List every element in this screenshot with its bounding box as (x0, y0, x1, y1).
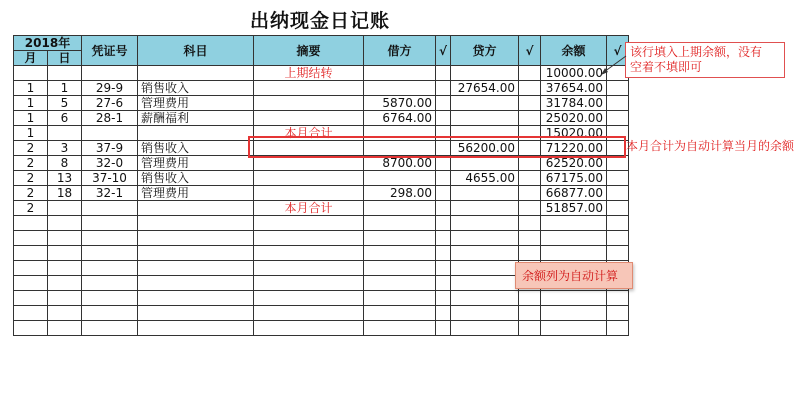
note-previous-balance (625, 42, 785, 78)
debit-cell[interactable] (364, 216, 436, 231)
voucher-cell[interactable] (82, 306, 138, 321)
debit-cell[interactable] (364, 66, 436, 81)
check-cell-1[interactable] (436, 216, 451, 231)
check-cell-3[interactable] (607, 81, 629, 96)
check-cell-1[interactable] (436, 81, 451, 96)
voucher-cell[interactable]: 37-10 (82, 171, 138, 186)
month-cell[interactable]: 1 (14, 81, 48, 96)
check-cell-1[interactable] (436, 111, 451, 126)
check-cell-2[interactable] (519, 231, 541, 246)
table-row (14, 201, 629, 216)
check-cell-1[interactable] (436, 96, 451, 111)
year-header: 2018年 (14, 36, 82, 51)
month-cell[interactable] (14, 291, 48, 306)
table-row (14, 96, 629, 111)
balance-cell[interactable]: 51857.00 (541, 201, 607, 216)
month-cell[interactable]: 2 (14, 171, 48, 186)
voucher-cell[interactable] (82, 291, 138, 306)
monthly-total-highlight (248, 136, 626, 158)
note-previous-balance-line2: 空着不填即可 (630, 60, 703, 74)
debit-cell[interactable] (364, 276, 436, 291)
check-header-2: √ (519, 36, 541, 66)
voucher-cell[interactable] (82, 261, 138, 276)
summary-cell[interactable] (254, 246, 364, 261)
debit-cell[interactable] (364, 201, 436, 216)
balance-cell[interactable]: 71220.00 (541, 141, 607, 156)
subject-cell[interactable]: 管理费用 (138, 186, 254, 201)
summary-cell[interactable] (254, 306, 364, 321)
check-cell-3[interactable] (607, 216, 629, 231)
subject-cell[interactable] (138, 201, 254, 216)
credit-cell[interactable] (451, 216, 519, 231)
balance-cell[interactable] (541, 246, 607, 261)
check-cell-3[interactable] (607, 201, 629, 216)
day-cell[interactable] (48, 246, 82, 261)
subject-cell[interactable] (138, 261, 254, 276)
check-cell-3[interactable] (607, 306, 629, 321)
month-cell[interactable] (14, 321, 48, 336)
note-balance-auto: 余额列为自动计算 (515, 262, 633, 289)
check-cell-3[interactable] (607, 291, 629, 306)
month-cell[interactable]: 2 (14, 156, 48, 171)
subject-cell[interactable]: 薪酬福利 (138, 111, 254, 126)
debit-cell[interactable] (364, 246, 436, 261)
debit-cell[interactable] (364, 306, 436, 321)
month-cell[interactable]: 1 (14, 111, 48, 126)
summary-cell[interactable] (254, 321, 364, 336)
check-cell-1[interactable] (436, 321, 451, 336)
debit-cell[interactable]: 5870.00 (364, 96, 436, 111)
month-cell[interactable] (14, 66, 48, 81)
day-cell[interactable]: 18 (48, 186, 82, 201)
note-monthly-total: 本月合计为自动计算当月的余额 (626, 139, 795, 153)
voucher-cell[interactable] (82, 201, 138, 216)
credit-cell[interactable]: 56200.00 (451, 141, 519, 156)
check-cell-3[interactable] (607, 111, 629, 126)
day-cell[interactable]: 1 (48, 81, 82, 96)
credit-cell[interactable] (451, 96, 519, 111)
summary-cell[interactable] (254, 171, 364, 186)
check-cell-3[interactable] (607, 96, 629, 111)
debit-cell[interactable] (364, 261, 436, 276)
day-cell[interactable]: 8 (48, 156, 82, 171)
balance-cell[interactable]: 67175.00 (541, 171, 607, 186)
voucher-cell[interactable]: 37-9 (82, 141, 138, 156)
table-row (14, 81, 629, 96)
check-cell-1[interactable] (436, 306, 451, 321)
month-header: 月 (14, 51, 48, 66)
summary-cell[interactable] (254, 111, 364, 126)
month-cell[interactable] (14, 261, 48, 276)
credit-cell[interactable] (451, 246, 519, 261)
check-cell-2[interactable] (519, 306, 541, 321)
balance-cell[interactable] (541, 321, 607, 336)
voucher-cell[interactable] (82, 231, 138, 246)
credit-cell[interactable] (451, 276, 519, 291)
summary-cell[interactable] (254, 216, 364, 231)
check-cell-2[interactable] (519, 111, 541, 126)
table-row (14, 186, 629, 201)
voucher-cell[interactable] (82, 246, 138, 261)
balance-cell[interactable] (541, 231, 607, 246)
subject-cell[interactable] (138, 231, 254, 246)
day-cell[interactable] (48, 306, 82, 321)
check-cell-2[interactable] (519, 81, 541, 96)
check-cell-1[interactable] (436, 66, 451, 81)
debit-header: 借方 (364, 36, 436, 66)
credit-cell[interactable]: 27654.00 (451, 81, 519, 96)
check-cell-2[interactable] (519, 201, 541, 216)
check-cell-1[interactable] (436, 231, 451, 246)
check-cell-2[interactable] (519, 291, 541, 306)
credit-cell[interactable] (451, 186, 519, 201)
subject-cell[interactable] (138, 126, 254, 141)
summary-cell[interactable] (254, 96, 364, 111)
check-cell-1[interactable] (436, 291, 451, 306)
balance-cell[interactable] (541, 291, 607, 306)
day-cell[interactable] (48, 201, 82, 216)
subject-cell[interactable] (138, 66, 254, 81)
month-cell[interactable]: 2 (14, 201, 48, 216)
credit-cell[interactable] (451, 261, 519, 276)
balance-cell[interactable]: 31784.00 (541, 96, 607, 111)
voucher-cell[interactable] (82, 126, 138, 141)
check-cell-3[interactable] (607, 246, 629, 261)
balance-cell[interactable]: 25020.00 (541, 111, 607, 126)
balance-header: 余额 (541, 36, 607, 66)
day-cell[interactable] (48, 66, 82, 81)
subject-cell[interactable] (138, 246, 254, 261)
summary-cell[interactable] (254, 261, 364, 276)
balance-cell[interactable] (541, 216, 607, 231)
day-cell[interactable] (48, 216, 82, 231)
month-cell[interactable] (14, 276, 48, 291)
empty-row (14, 291, 629, 306)
month-cell[interactable]: 1 (14, 96, 48, 111)
balance-cell[interactable]: 66877.00 (541, 186, 607, 201)
table-row (14, 171, 629, 186)
empty-row (14, 231, 629, 246)
check-header-3: √ (607, 36, 629, 66)
summary-cell[interactable] (254, 81, 364, 96)
subject-header: 科目 (138, 36, 254, 66)
empty-row (14, 246, 629, 261)
day-cell[interactable]: 3 (48, 141, 82, 156)
check-cell-2[interactable] (519, 186, 541, 201)
empty-row (14, 321, 629, 336)
month-cell[interactable] (14, 216, 48, 231)
day-cell[interactable] (48, 261, 82, 276)
credit-cell[interactable] (451, 201, 519, 216)
debit-cell[interactable]: 298.00 (364, 186, 436, 201)
summary-cell[interactable] (254, 231, 364, 246)
check-cell-1[interactable] (436, 276, 451, 291)
credit-cell[interactable] (451, 66, 519, 81)
voucher-cell[interactable]: 32-0 (82, 156, 138, 171)
summary-cell[interactable]: 上期结转 (254, 66, 364, 81)
debit-cell[interactable] (364, 291, 436, 306)
subject-cell[interactable]: 销售收入 (138, 141, 254, 156)
summary-cell[interactable]: 本月合计 (254, 126, 364, 141)
table-row (14, 111, 629, 126)
voucher-cell[interactable] (82, 66, 138, 81)
note-previous-balance-line1: 该行填入上期余额，没有 (630, 45, 763, 59)
check-cell-3[interactable] (607, 231, 629, 246)
check-cell-1[interactable] (436, 246, 451, 261)
check-cell-2[interactable] (519, 96, 541, 111)
check-header-1: √ (436, 36, 451, 66)
voucher-cell[interactable] (82, 276, 138, 291)
page-title: 出纳现金日记账 (250, 10, 391, 32)
day-cell[interactable] (48, 321, 82, 336)
balance-cell[interactable] (541, 306, 607, 321)
balance-cell[interactable]: 62520.00 (541, 156, 607, 171)
check-cell-2[interactable] (519, 246, 541, 261)
check-cell-2[interactable] (519, 216, 541, 231)
day-cell[interactable] (48, 291, 82, 306)
voucher-header: 凭证号 (82, 36, 138, 66)
day-header: 日 (48, 51, 82, 66)
credit-cell[interactable] (451, 291, 519, 306)
empty-row (14, 306, 629, 321)
voucher-cell[interactable]: 28-1 (82, 111, 138, 126)
voucher-cell[interactable]: 27-6 (82, 96, 138, 111)
month-cell[interactable] (14, 306, 48, 321)
subject-cell[interactable]: 管理费用 (138, 96, 254, 111)
subject-cell[interactable]: 销售收入 (138, 81, 254, 96)
check-cell-2[interactable] (519, 321, 541, 336)
month-cell[interactable] (14, 231, 48, 246)
day-cell[interactable]: 5 (48, 96, 82, 111)
voucher-cell[interactable] (82, 321, 138, 336)
table-row (14, 66, 629, 81)
month-cell[interactable]: 1 (14, 126, 48, 141)
check-cell-1[interactable] (436, 171, 451, 186)
subject-cell[interactable]: 销售收入 (138, 171, 254, 186)
check-cell-1[interactable] (436, 261, 451, 276)
credit-cell[interactable]: 4655.00 (451, 171, 519, 186)
debit-cell[interactable]: 8700.00 (364, 156, 436, 171)
credit-cell[interactable] (451, 321, 519, 336)
balance-cell[interactable]: 15020.00 (541, 126, 607, 141)
subject-cell[interactable] (138, 291, 254, 306)
debit-cell[interactable] (364, 321, 436, 336)
subject-cell[interactable] (138, 321, 254, 336)
credit-header: 贷方 (451, 36, 519, 66)
summary-cell[interactable]: 本月合计 (254, 201, 364, 216)
debit-cell[interactable]: 6764.00 (364, 111, 436, 126)
cash-journal-table (13, 35, 629, 336)
subject-cell[interactable] (138, 276, 254, 291)
check-cell-3[interactable] (607, 321, 629, 336)
voucher-cell[interactable]: 32-1 (82, 186, 138, 201)
summary-cell[interactable] (254, 291, 364, 306)
ledger-body (14, 66, 629, 336)
summary-header: 摘要 (254, 36, 364, 66)
day-cell[interactable] (48, 231, 82, 246)
summary-cell[interactable] (254, 276, 364, 291)
subject-cell[interactable] (138, 306, 254, 321)
month-cell[interactable]: 2 (14, 141, 48, 156)
voucher-cell[interactable] (82, 216, 138, 231)
check-cell-3[interactable] (607, 171, 629, 186)
credit-cell[interactable] (451, 306, 519, 321)
subject-cell[interactable] (138, 216, 254, 231)
balance-cell[interactable]: 10000.00 (541, 66, 607, 81)
voucher-cell[interactable]: 29-9 (82, 81, 138, 96)
empty-row (14, 216, 629, 231)
debit-cell[interactable] (364, 231, 436, 246)
debit-cell[interactable] (364, 171, 436, 186)
arrow-icon (598, 54, 628, 78)
check-cell-3[interactable] (607, 186, 629, 201)
check-cell-2[interactable] (519, 66, 541, 81)
debit-cell[interactable] (364, 81, 436, 96)
balance-cell[interactable]: 37654.00 (541, 81, 607, 96)
day-cell[interactable]: 6 (48, 111, 82, 126)
credit-cell[interactable] (451, 111, 519, 126)
check-cell-2[interactable] (519, 171, 541, 186)
month-cell[interactable]: 2 (14, 186, 48, 201)
summary-cell[interactable] (254, 186, 364, 201)
day-cell[interactable] (48, 126, 82, 141)
day-cell[interactable]: 13 (48, 171, 82, 186)
check-cell-1[interactable] (436, 201, 451, 216)
month-cell[interactable] (14, 246, 48, 261)
credit-cell[interactable] (451, 231, 519, 246)
day-cell[interactable] (48, 276, 82, 291)
check-cell-1[interactable] (436, 186, 451, 201)
subject-cell[interactable]: 管理费用 (138, 156, 254, 171)
